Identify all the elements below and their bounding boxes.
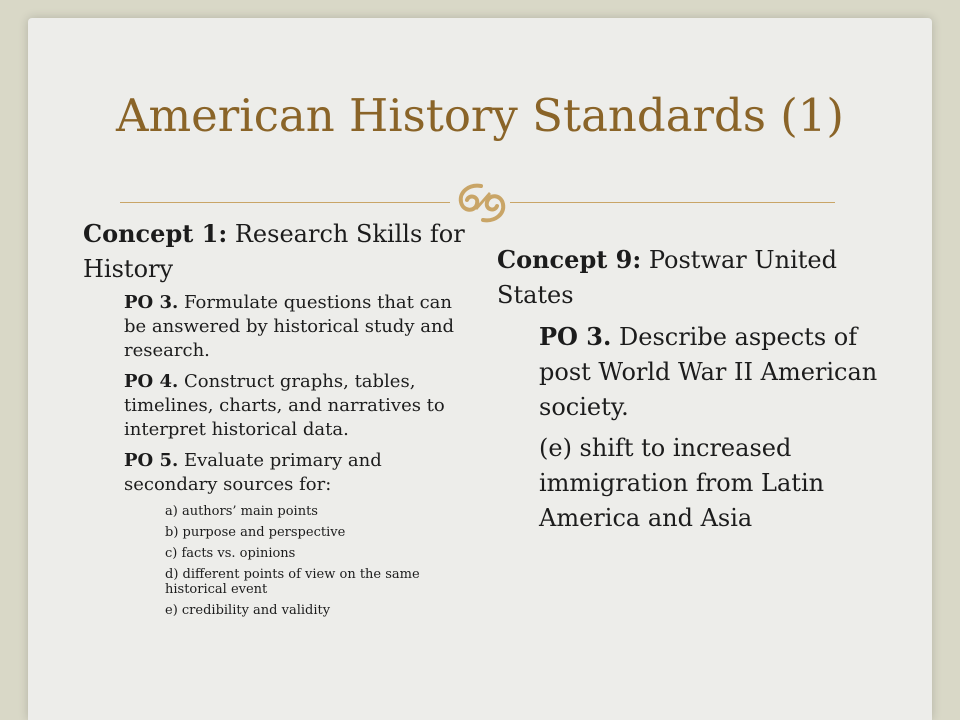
po-text: Construct graphs, tables, timelines, charts, and narratives to interpret historical data.: [124, 371, 445, 440]
concept-9-heading: [497, 242, 882, 313]
concept-9-label: Concept 9:: [497, 245, 642, 274]
sub-item: e) credibility and validity: [165, 603, 331, 618]
po-label: PO 4.: [124, 371, 179, 392]
sub-item: d) different points of view on the same historical event: [165, 567, 420, 597]
po-text: Evaluate primary and secondary sources for:: [124, 450, 382, 495]
sub-item: c) facts vs. opinions: [165, 546, 296, 561]
po-label: PO 5.: [124, 450, 179, 471]
sub-item: b) purpose and perspective: [165, 525, 346, 540]
po-label: PO 3.: [124, 292, 179, 313]
right-column: [497, 242, 882, 542]
slide-title: American History Standards (1): [116, 89, 844, 142]
po-item: [124, 370, 468, 442]
po-text: Formulate questions that can be answered by historical study and research.: [124, 292, 455, 361]
concept-1-text: Research Skills for History: [83, 220, 465, 283]
po-item: [124, 291, 468, 363]
concept-9-text: Postwar United States: [497, 246, 837, 309]
divider-rule-right: [510, 202, 835, 203]
sub-item: a) authors’ main points: [165, 504, 318, 519]
po-label: PO 3.: [539, 322, 612, 351]
po-text: Describe aspects of post World War II American society.: [539, 323, 878, 421]
po-item: [539, 319, 882, 425]
concept-1-heading: [83, 216, 468, 287]
left-column: [83, 216, 468, 624]
po-item: [124, 449, 468, 497]
concept-1-label: Concept 1:: [83, 219, 228, 248]
divider-rule-left: [120, 202, 450, 203]
po-subitem: (e) shift to increased immigration from Latin America and Asia: [539, 434, 825, 532]
